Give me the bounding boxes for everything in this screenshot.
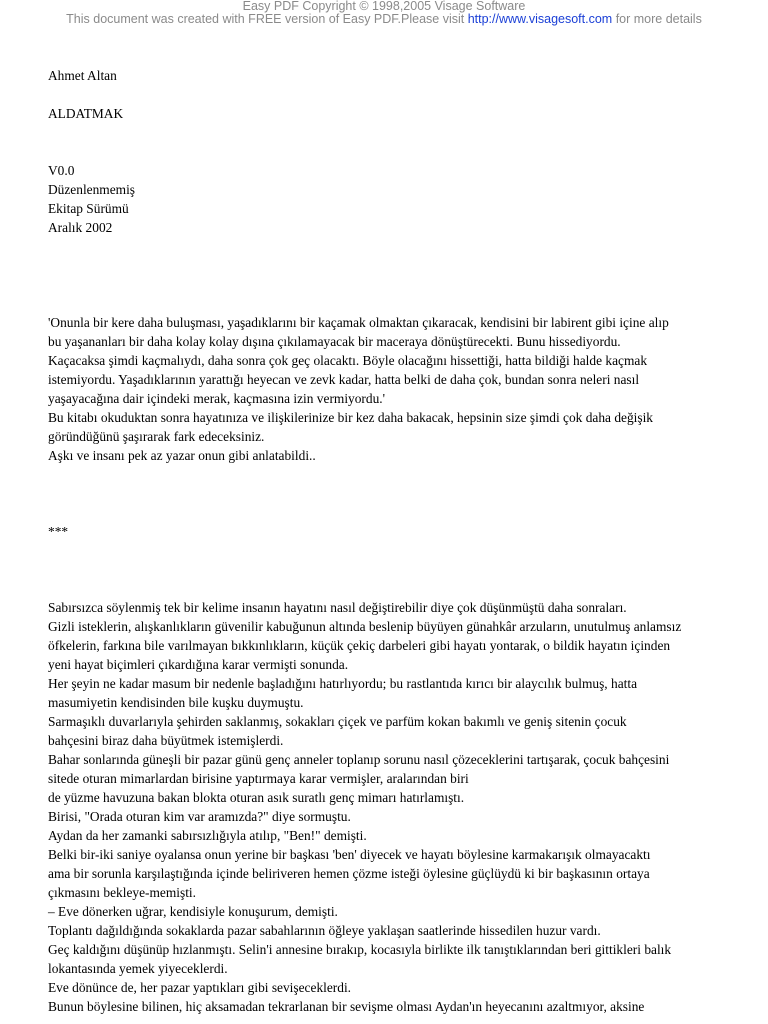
body-text: [48, 598, 724, 1016]
meta-status: Düzenlenmemiş: [48, 182, 136, 197]
watermark-copyright: Easy PDF Copyright © 1998,2005 Visage Software: [242, 0, 526, 13]
body-line: Toplantı dağıldığında sokaklarda pazar sabahlarının öğleye yaklaşan saatlerinde hissedilen huzur vardı.: [48, 923, 601, 938]
body-line: – Eve dönerken uğrar, kendisiyle konuşurum, demişti.: [48, 904, 338, 919]
body-line: Gizli isteklerin, alışkanlıkların güvenilir kabuğunun altında beslenip büyüyen günahkâr arzuların, unutulmuş anlamsız: [48, 619, 682, 634]
body-line: de yüzme havuzuna bakan blokta oturan asık suratlı genç mimarı hatırlamıştı.: [48, 790, 465, 805]
body-line: çıkmasını bekleye-memişti.: [48, 885, 197, 900]
body-line: masumiyetin kendisinden bile kuşku duymuştu.: [48, 695, 304, 710]
book-blurb: [48, 313, 724, 465]
body-line: Bahar sonlarında güneşli bir pazar günü genç anneler toplanıp sorunu nasıl çözeceklerini tartışarak, çocuk bahçesini: [48, 752, 670, 767]
body-line: Birisi, "Orada oturan kim var aramızda?" diye sormuştu.: [48, 809, 351, 824]
blurb-line: 'Onunla bir kere daha buluşması, yaşadıklarını bir kaçamak olmaktan çıkaracak, kendisini bir labirent gibi içine alıp: [48, 315, 669, 330]
body-line: yeni hayat biçimleri çıkardığına karar vermişti sonunda.: [48, 657, 349, 672]
blurb-line: Bu kitabı okuduktan sonra hayatınıza ve ilişkilerinize bir kez daha bakacak, hepsinin size şimdi çok daha değişik: [48, 410, 654, 425]
blurb-line: Kaçacaksa şimdi kaçmalıydı, daha sonra çok geç olacaktı. Böyle olacağını hissettiği, hatta bildiği halde kaçmak: [48, 353, 648, 368]
watermark-notice-text: This document was created with FREE version of Easy PDF.Please visit: [66, 12, 468, 26]
body-line: Sarmaşıklı duvarlarıyla şehirden saklanmış, sokakları çiçek ve parfüm kokan bakımlı ve geniş sitenin çocuk: [48, 714, 627, 729]
watermark-notice-tail: for more details: [612, 12, 702, 26]
blurb-line: bu yaşananları bir daha kolay kolay dışına çıkılamayacak bir maceraya dönüştürecekti. Bunu hissediyordu.: [48, 334, 621, 349]
visagesoft-link[interactable]: http://www.visagesoft.com: [467, 12, 613, 26]
watermark-notice: [0, 13, 768, 26]
document-meta: [48, 161, 724, 237]
body-line: lokantasında yemek yiyeceklerdi.: [48, 961, 228, 976]
document-title: ALDATMAK: [48, 106, 124, 121]
document-page: [48, 66, 724, 1016]
meta-edition: Ekitap Sürümü: [48, 201, 129, 216]
body-line: Sabırsızca söylenmiş tek bir kelime insanın hayatını nasıl değiştirebilir diye çok düşünmüştü daha sonraları.: [48, 600, 627, 615]
body-line: Geç kaldığını düşünüp hızlanmıştı. Selin'i annesine bırakıp, kocasıyla birlikte ilk tanıştıklarından beri gittikleri balık: [48, 942, 672, 957]
section-separator: ***: [48, 524, 69, 539]
author-name: Ahmet Altan: [48, 68, 117, 83]
pdf-watermark-header: [0, 0, 768, 26]
body-line: sitede oturan mimarlardan birisine yaptırmaya karar vermişler, aralarından biri: [48, 771, 469, 786]
meta-version: V0.0: [48, 163, 75, 178]
body-line: bahçesini biraz daha büyütmek istemişlerdi.: [48, 733, 284, 748]
body-line: Eve dönünce de, her pazar yaptıkları gibi sevişeceklerdi.: [48, 980, 352, 995]
blurb-line: yaşayacağına dair içindeki merak, kaçmasına izin vermiyordu.': [48, 391, 386, 406]
body-line: öfkelerin, farkına bile varılmayan bıkkınlıkların, küçük çekiç darbeleri gibi hayatı yontarak, o bildik hayatın içinden: [48, 638, 671, 653]
body-line: ama bir sorunla karşılaştığında içinde beliriveren hemen çözme isteği öylesine güçlüydü ki bir başkasının ortaya: [48, 866, 650, 881]
body-line: Belki bir-iki saniye oyalansa onun yerine bir başkası 'ben' diyecek ve hayatı böylesine karmakarışık olmayacaktı: [48, 847, 651, 862]
meta-date: Aralık 2002: [48, 220, 113, 235]
blurb-line: göründüğünü şaşırarak fark edeceksiniz.: [48, 429, 265, 444]
body-line: Bunun böylesine bilinen, hiç aksamadan tekrarlanan bir sevişme olması Aydan'ın heyecanını azaltmıyor, aksine: [48, 999, 645, 1014]
body-line: Aydan da her zamanki sabırsızlığıyla atılıp, "Ben!" demişti.: [48, 828, 367, 843]
body-line: Her şeyin ne kadar masum bir nedenle başladığını hatırlıyordu; bu rastlantıda kırıcı bir alaycılık bulmuş, hatta: [48, 676, 638, 691]
blurb-line: Aşkı ve insanı pek az yazar onun gibi anlatabildi..: [48, 448, 316, 463]
blurb-line: istemiyordu. Yaşadıklarının yarattığı heyecan ve zevk kadar, hatta belki de daha çok, bundan sonra neleri nasıl: [48, 372, 640, 387]
